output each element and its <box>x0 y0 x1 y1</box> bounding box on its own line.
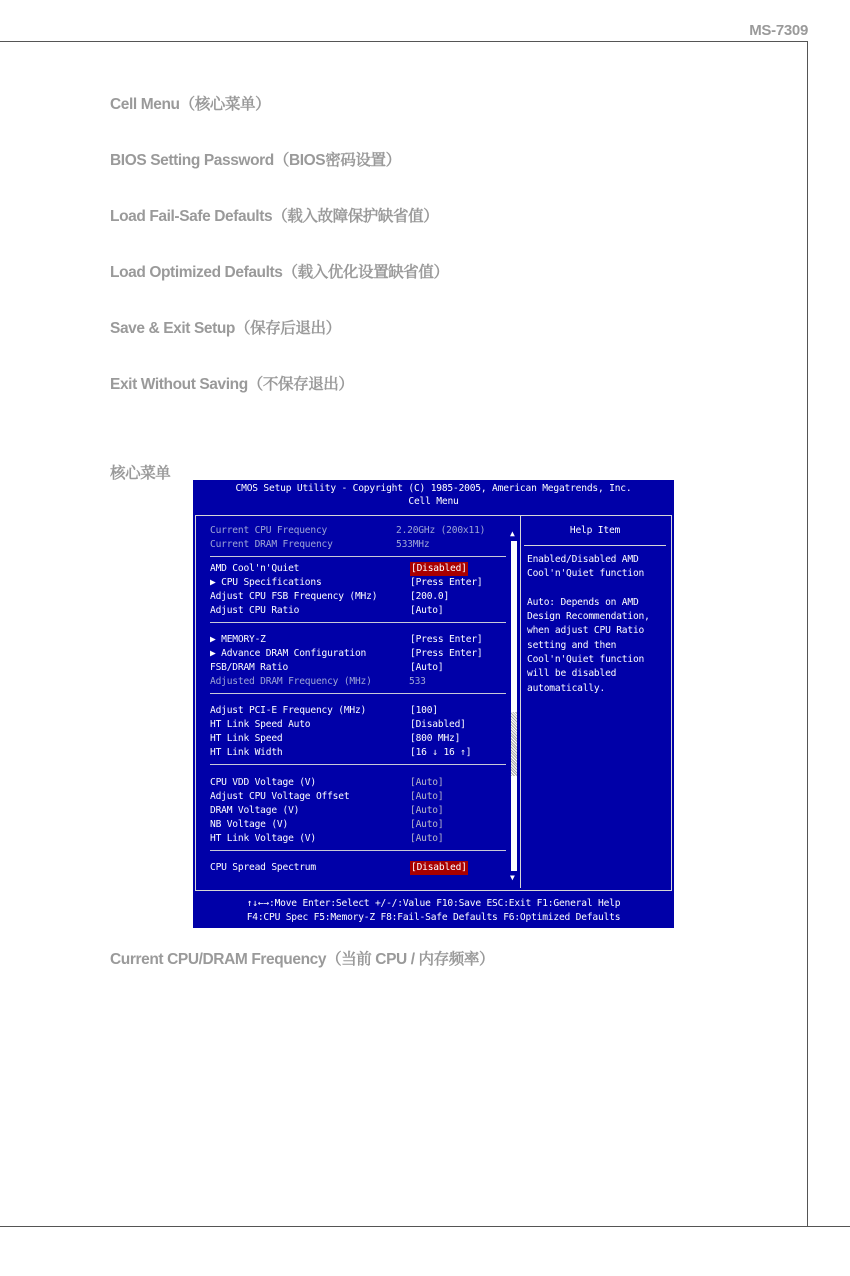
setting-label: Current CPU Frequency <box>210 525 328 536</box>
bios-menu-name: Cell Menu <box>408 496 459 507</box>
help-panel <box>520 516 669 888</box>
setting-label: AMD Cool'n'Quiet <box>210 563 300 574</box>
heading-bios-password: BIOS Setting Password（BIOS密码设置） <box>110 152 401 169</box>
setting-label: HT Link Speed Auto <box>210 719 311 730</box>
setting-label: Adjust PCI-E Frequency (MHz) <box>210 705 367 716</box>
model-number: MS-7309 <box>749 22 808 39</box>
setting-value: 2.20GHz (200x11) <box>396 525 486 536</box>
setting-label: HT Link Width <box>210 747 283 758</box>
bios-screenshot <box>193 480 674 928</box>
setting-label: CPU VDD Voltage (V) <box>210 777 316 788</box>
separator <box>210 764 506 765</box>
setting-label: ▶ MEMORY-Z <box>210 634 266 645</box>
bottom-rule <box>0 1226 850 1227</box>
separator <box>210 693 506 694</box>
bios-title-bar <box>193 480 674 509</box>
help-separator <box>524 545 666 546</box>
heading-save-exit: Save & Exit Setup（保存后退出） <box>110 320 341 337</box>
scrollbar-thumb[interactable] <box>511 712 517 776</box>
setting-value[interactable]: [Auto] <box>410 662 444 673</box>
setting-label: NB Voltage (V) <box>210 819 289 830</box>
bios-title: CMOS Setup Utility - Copyright (C) 1985-2005, American Megatrends, Inc. <box>235 483 632 494</box>
heading-optimized: Load Optimized Defaults（载入优化设置缺省值） <box>110 264 449 281</box>
separator <box>210 622 506 623</box>
setting-value[interactable]: [Disabled] <box>410 562 468 576</box>
separator <box>210 556 506 557</box>
setting-value[interactable]: [Auto] <box>410 777 444 788</box>
setting-value[interactable]: [Press Enter] <box>410 648 483 659</box>
setting-label: Adjusted DRAM Frequency (MHz) <box>210 676 372 687</box>
heading-current-frequency: Current CPU/DRAM Frequency（当前 CPU / 内存频率） <box>110 951 495 968</box>
setting-label: Adjust CPU FSB Frequency (MHz) <box>210 591 378 602</box>
scroll-down-arrow-icon[interactable]: ▼ <box>510 873 515 882</box>
setting-value[interactable]: [Press Enter] <box>410 577 483 588</box>
heading-exit-no-save: Exit Without Saving（不保存退出） <box>110 376 354 393</box>
setting-label: FSB/DRAM Ratio <box>210 662 289 673</box>
setting-value[interactable]: [Auto] <box>410 805 444 816</box>
right-rule <box>807 41 808 1227</box>
setting-value[interactable]: [Auto] <box>410 605 444 616</box>
setting-label: ▶ Advance DRAM Configuration <box>210 648 367 659</box>
setting-label: DRAM Voltage (V) <box>210 805 300 816</box>
setting-value[interactable]: [200.0] <box>410 591 450 602</box>
help-text: Enabled/Disabled AMD Cool'n'Quiet function Auto: Depends on AMD Design Recommendation, when adjust CPU Ratio setting and then Cool'n'Quiet function will be disabled automatically. <box>527 554 650 694</box>
key-legend-line2: F4:CPU Spec F5:Memory-Z F8:Fail-Safe Defaults F6:Optimized Defaults <box>246 912 621 923</box>
scroll-up-arrow-icon[interactable]: ▲ <box>510 529 515 538</box>
figure-caption: 核心菜单 <box>110 465 171 482</box>
settings-panel <box>197 516 520 888</box>
scrollbar-track[interactable] <box>511 541 517 871</box>
setting-value[interactable]: [Auto] <box>410 791 444 802</box>
bios-key-legend <box>193 894 674 928</box>
setting-label: Current DRAM Frequency <box>210 539 333 550</box>
heading-fail-safe: Load Fail-Safe Defaults（载入故障保护缺省值） <box>110 208 439 225</box>
setting-value: 533MHz <box>396 539 430 550</box>
setting-value[interactable]: [Disabled] <box>410 719 466 730</box>
setting-value[interactable]: [Auto] <box>410 833 444 844</box>
separator <box>210 850 506 851</box>
setting-label: CPU Spread Spectrum <box>210 862 316 873</box>
setting-label: ▶ CPU Specifications <box>210 577 322 588</box>
heading-cell-menu: Cell Menu（核心菜单） <box>110 96 271 113</box>
setting-value[interactable]: [800 MHz] <box>410 733 461 744</box>
setting-value[interactable]: [Press Enter] <box>410 634 483 645</box>
key-legend-line1: ↑↓←→:Move Enter:Select +/-/:Value F10:Save ESC:Exit F1:General Help <box>246 898 621 909</box>
setting-label: Adjust CPU Ratio <box>210 605 300 616</box>
setting-label: HT Link Voltage (V) <box>210 833 316 844</box>
setting-value[interactable]: [Disabled] <box>410 861 468 875</box>
setting-value[interactable]: [16 ↓ 16 ↑] <box>410 747 472 758</box>
setting-value[interactable]: [100] <box>410 705 438 716</box>
setting-label: HT Link Speed <box>210 733 283 744</box>
setting-value: 533 <box>409 676 426 687</box>
help-title: Help Item <box>569 525 621 536</box>
top-rule <box>0 41 807 42</box>
setting-value[interactable]: [Auto] <box>410 819 444 830</box>
setting-label: Adjust CPU Voltage Offset <box>210 791 350 802</box>
